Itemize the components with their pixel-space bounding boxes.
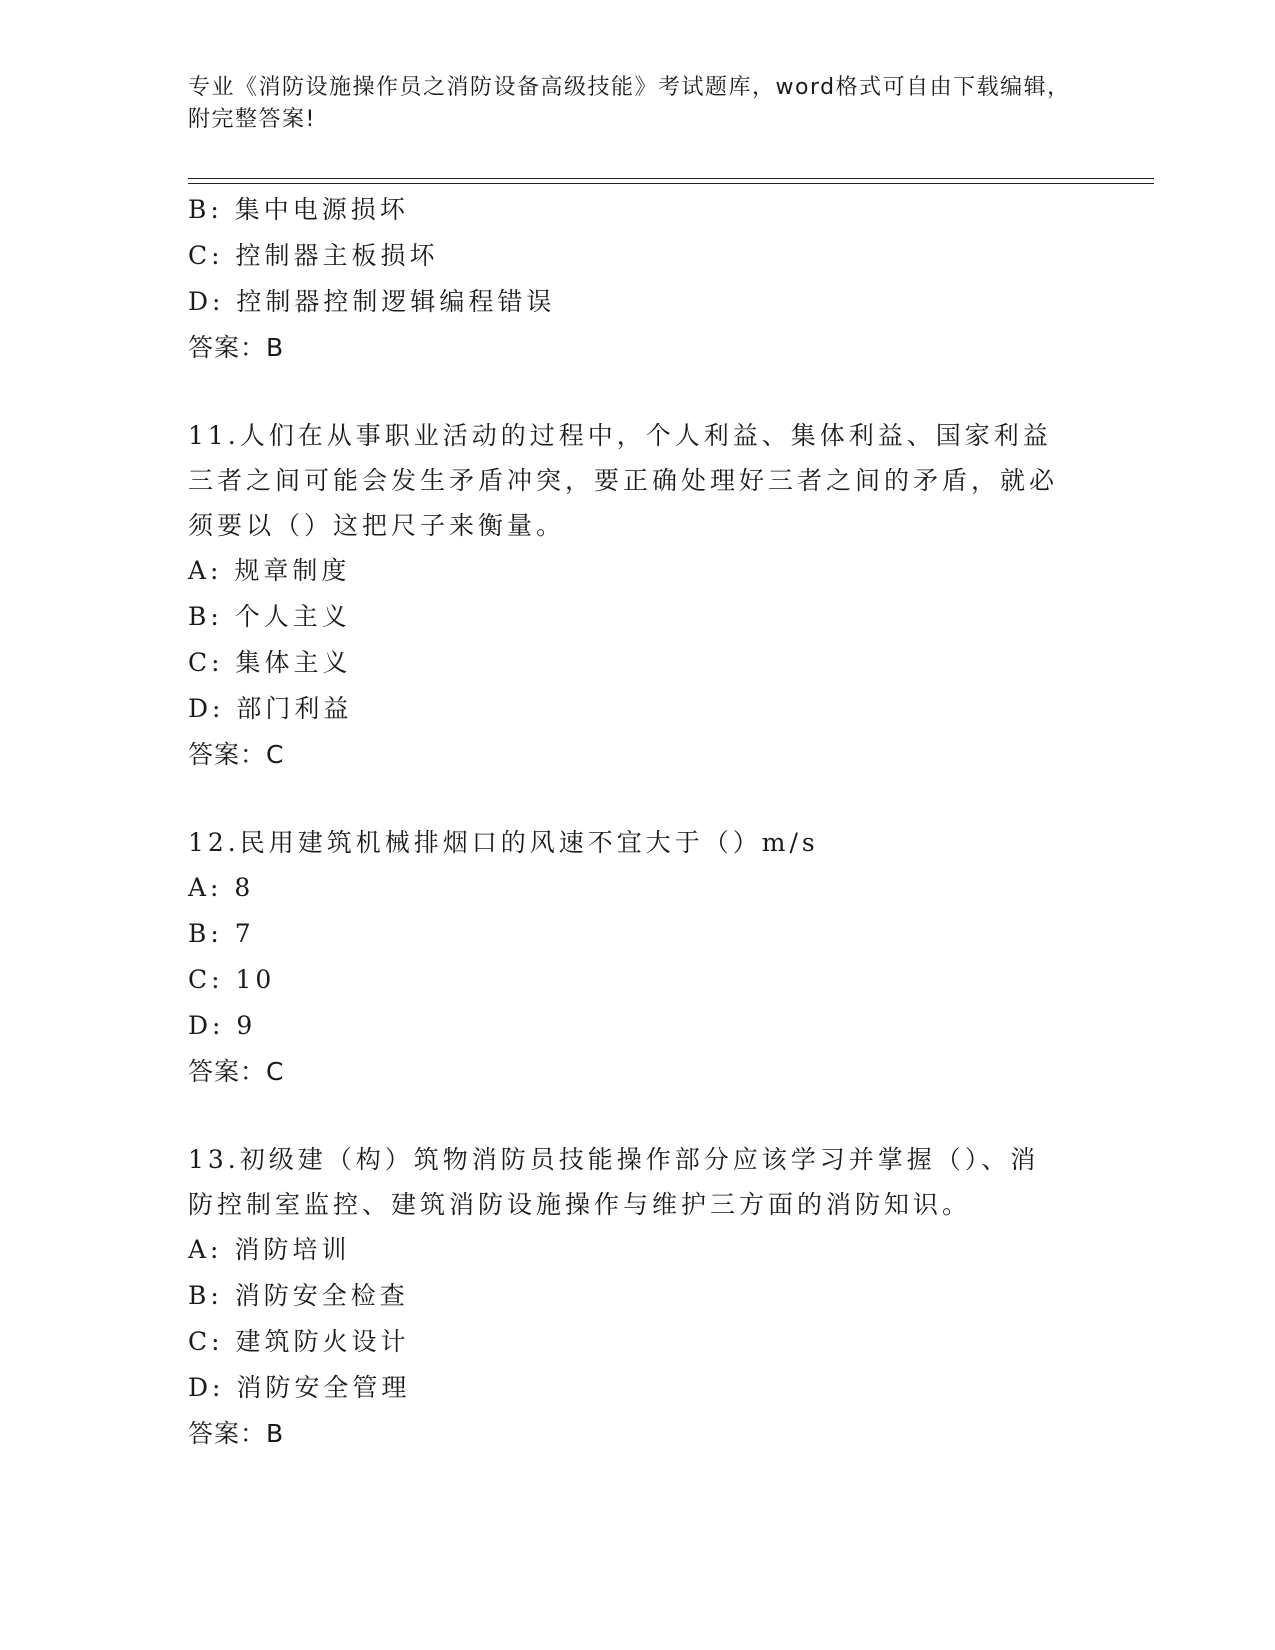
answer: 答案：B — [188, 1419, 285, 1448]
answer: 答案：C — [188, 1057, 285, 1086]
option-b: B: 7 — [188, 919, 255, 948]
option-b: B: 集中电源损坏 — [188, 195, 409, 224]
spacer — [188, 371, 1088, 413]
question-fragment — [188, 187, 1088, 371]
option-c: C: 控制器主板损坏 — [188, 241, 439, 270]
question-text: 11.人们在从事职业活动的过程中，个人利益、集体利益、国家利益三者之间可能会发生矛盾冲突，要正确处理好三者之间的矛盾，就必须要以（）这把尺子来衡量。 — [188, 421, 1059, 540]
option-d: D: 部门利益 — [188, 694, 353, 723]
option-d: D: 控制器控制逻辑编程错误 — [188, 287, 556, 316]
option-d: D: 消防安全管理 — [188, 1373, 411, 1402]
option-a: A: 8 — [188, 873, 255, 902]
spacer — [188, 778, 1088, 820]
question-text: 12.民用建筑机械排烟口的风速不宜大于（）m/s — [188, 828, 819, 857]
answer: 答案：B — [188, 333, 285, 362]
question-12 — [188, 820, 1088, 1095]
spacer — [188, 1095, 1088, 1137]
option-a: A: 规章制度 — [188, 556, 351, 585]
question-11 — [188, 413, 1088, 778]
option-c: C: 10 — [188, 965, 276, 994]
question-list — [188, 187, 1088, 1457]
option-c: C: 建筑防火设计 — [188, 1327, 410, 1356]
option-a: A: 消防培训 — [188, 1235, 351, 1264]
option-b: B: 消防安全检查 — [188, 1281, 409, 1310]
header-divider-bottom — [188, 183, 1154, 184]
question-13 — [188, 1137, 1088, 1457]
option-d: D: 9 — [188, 1011, 257, 1040]
option-c: C: 集体主义 — [188, 648, 352, 677]
question-text: 13.初级建（构）筑物消防员技能操作部分应该学习并掌握（）、消防控制室监控、建筑消防设施操作与维护三方面的消防知识。 — [188, 1145, 1040, 1219]
page-header: 专业《消防设施操作员之消防设备高级技能》考试题库，word格式可自由下载编辑，附完整答案! — [188, 75, 1071, 132]
header-divider-top — [188, 178, 1154, 179]
answer: 答案：C — [188, 740, 285, 769]
option-b: B: 个人主义 — [188, 602, 351, 631]
